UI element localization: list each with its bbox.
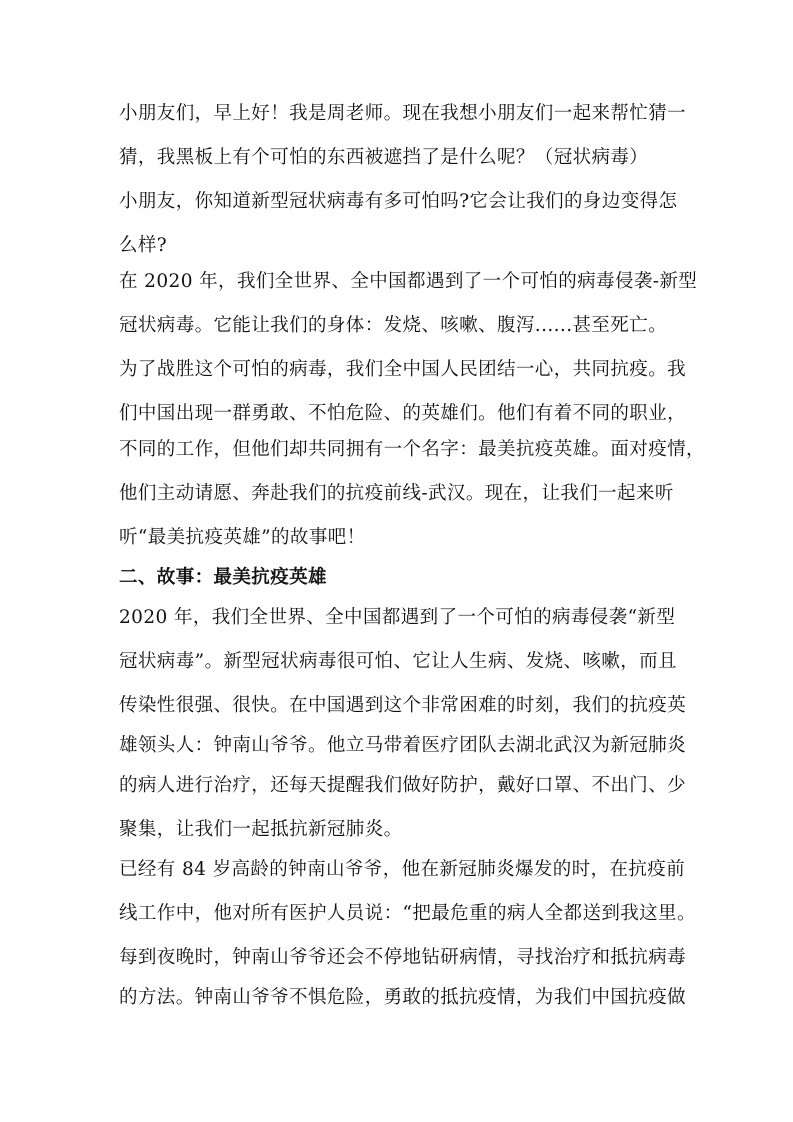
text-line-4: 么样?	[119, 235, 168, 256]
text-line-10: 他们主动请愿、奔赴我们的抗疫前线-武汉。现在，让我们一起来听	[119, 483, 674, 504]
text-line-19: 已经有 84 岁高龄的钟南山爷爷，他在新冠肺炎爆发的时，在抗疫前	[119, 859, 686, 880]
text-line-14: 冠状病毒”。新型冠状病毒很可怕、它让人生病、发烧、咳嗽，而且	[119, 651, 677, 672]
text-line-15: 传染性很强、很快。在中国遇到这个非常困难的时刻，我们的抗疫英	[119, 695, 687, 716]
text-line-20: 线工作中，他对所有医护人员说：“把最危重的病人全都送到我这里。	[119, 903, 696, 924]
text-line-21: 每到夜晚时，钟南山爷爷还会不停地钻研病情，寻找治疗和抵抗病毒	[119, 947, 687, 968]
text-line-18: 聚集，让我们一起抵抗新冠肺炎。	[119, 819, 403, 840]
text-line-13: 2020 年，我们全世界、全中国都遇到了一个可怕的病毒侵袭“新型	[119, 607, 676, 628]
text-line-5: 在 2020 年，我们全世界、全中国都遇到了一个可怕的病毒侵袭-新型	[119, 271, 698, 292]
text-line-3: 小朋友，你知道新型冠状病毒有多可怕吗?它会让我们的身边变得怎	[119, 191, 678, 212]
text-line-22: 的方法。钟南山爷爷不惧危险，勇敢的抵抗疫情，为我们中国抗疫做	[119, 987, 687, 1008]
text-line-9: 不同的工作，但他们却共同拥有一个名字：最美抗疫英雄。面对疫情，	[119, 439, 705, 460]
text-line-6: 冠状病毒。它能让我们的身体：发烧、咳嗽、腹泻......甚至死亡。	[119, 315, 667, 336]
text-line-7: 为了战胜这个可怕的病毒，我们全中国人民团结一心，共同抗疫。我	[119, 359, 687, 380]
text-line-1: 小朋友们，早上好！我是周老师。现在我想小朋友们一起来帮忙猜一	[119, 103, 687, 124]
text-line-16: 雄领头人：钟南山爷爷。他立马带着医疗团队去湖北武汉为新冠肺炎	[119, 735, 687, 756]
text-line-11: 听“最美抗疫英雄”的故事吧！	[119, 527, 366, 548]
text-line-2: 猜，我黑板上有个可怕的东西被遮挡了是什么呢？（冠状病毒）	[119, 147, 649, 168]
text-line-8: 们中国出现一群勇敢、不怕危险、的英雄们。他们有着不同的职业，	[119, 403, 687, 424]
section-heading: 二、故事：最美抗疫英雄	[119, 567, 327, 588]
text-line-17: 的病人进行治疗，还每天提醒我们做好防护，戴好口罩、不出门、少	[119, 775, 687, 796]
